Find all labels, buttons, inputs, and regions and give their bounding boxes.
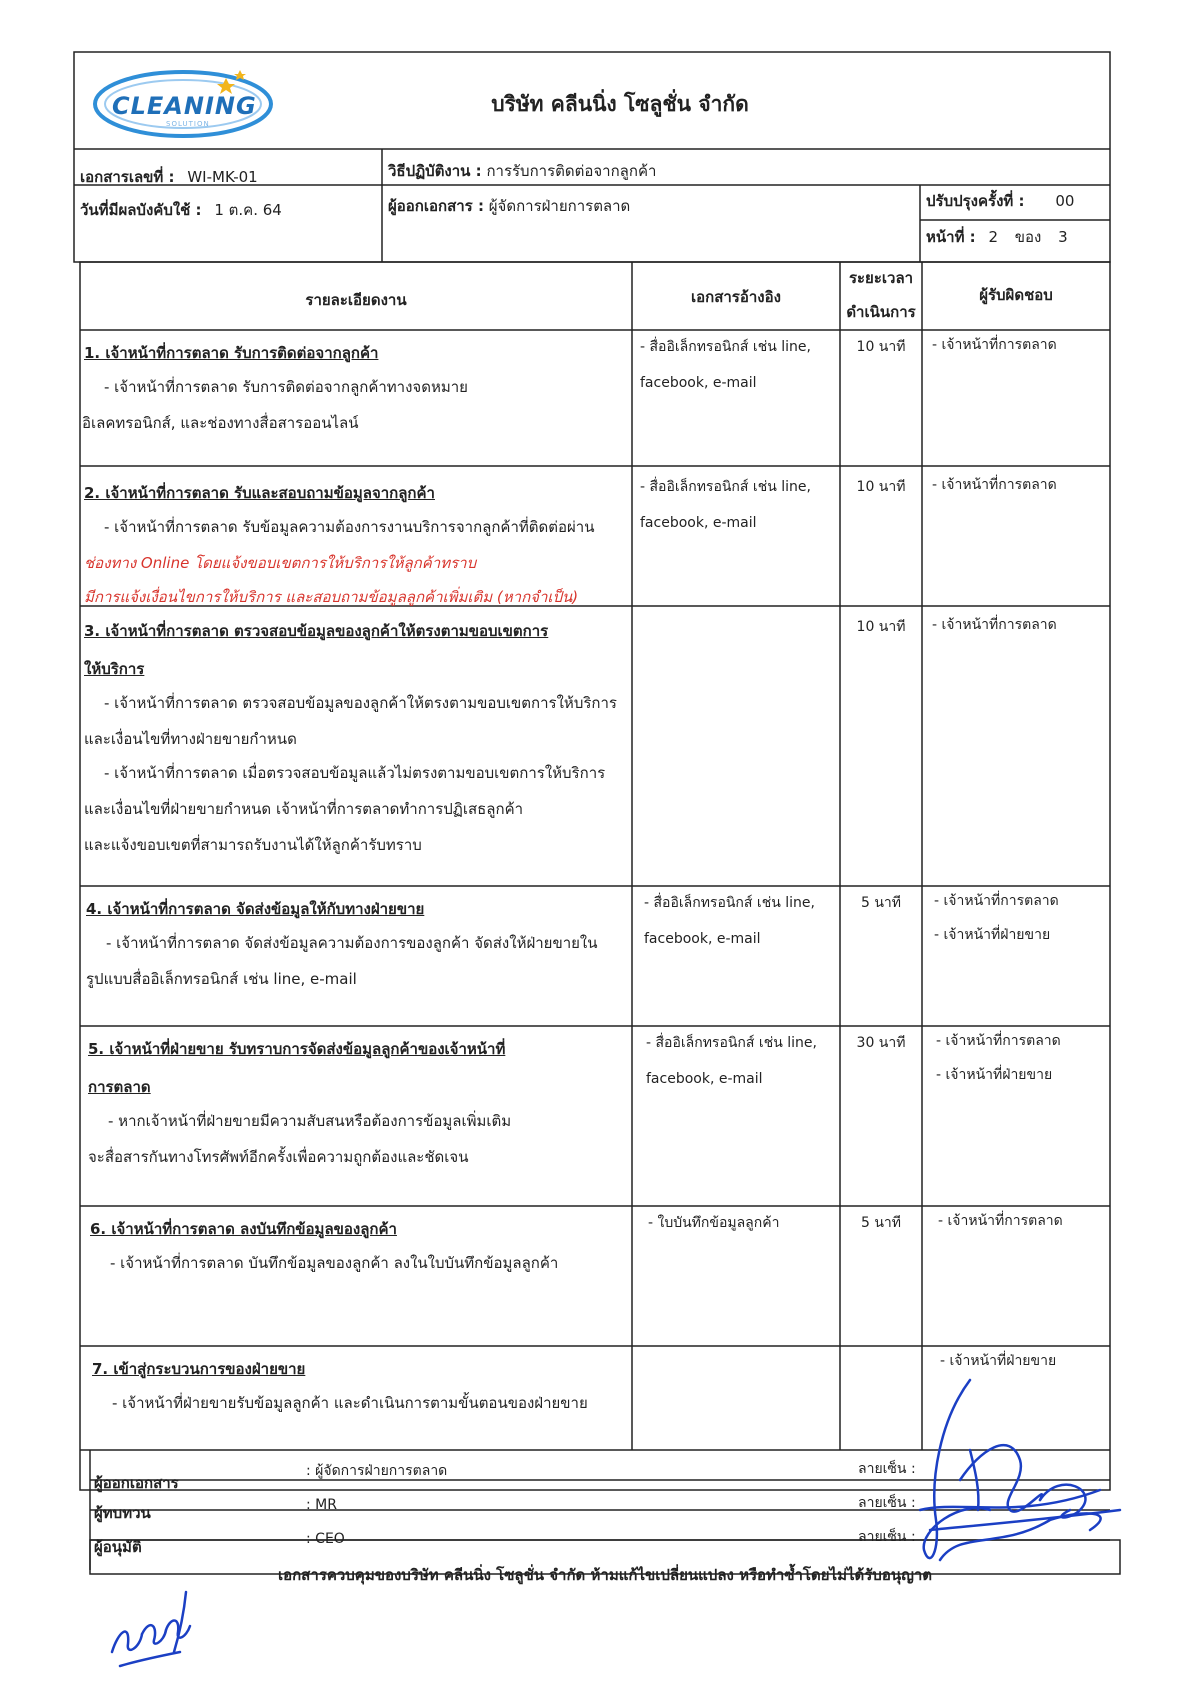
- col-details-header: รายละเอียดงาน: [305, 291, 407, 309]
- step-detail: - เจ้าหน้าที่การตลาด รับการติดต่อจากลูกค้าทางจดหมาย: [104, 378, 468, 396]
- step-reference: facebook, e-mail: [640, 515, 757, 531]
- step-detail: อิเลคทรอนิกส์, และช่องทางสื่อสารออนไลน์: [82, 414, 359, 432]
- approval-value: : CEO: [306, 1531, 345, 1547]
- logo-subtext: SOLUTION: [166, 120, 210, 128]
- step-detail: และแจ้งขอบเขตที่สามารถรับงานได้ให้ลูกค้ารับทราบ: [84, 836, 422, 854]
- step-detail-highlight: ช่องทาง Online โดยแจ้งขอบเขตการให้บริการให้ลูกค้าทราบ: [84, 554, 477, 572]
- step-detail: และเงื่อนไขที่ทางฝ่ายขายกำหนด: [84, 730, 297, 748]
- approval-sign-label: ลายเซ็น :: [858, 1461, 916, 1477]
- initials-signature: [100, 1582, 210, 1672]
- col-duration-header-2: ดำเนินการ: [846, 303, 916, 321]
- page-row: [926, 228, 1068, 246]
- of-label: ของ: [1014, 228, 1042, 246]
- step-duration: 5 นาที: [860, 1215, 902, 1231]
- col-reference-header: เอกสารอ้างอิง: [691, 288, 781, 306]
- step-reference: facebook, e-mail: [646, 1071, 763, 1087]
- approval-label: ผู้อนุมัติ: [94, 1538, 142, 1556]
- step-responsible: - เจ้าหน้าที่การตลาด: [938, 1213, 1063, 1229]
- approver-signature: [900, 1360, 1140, 1620]
- step-title: ให้บริการ: [84, 660, 145, 678]
- step-responsible: - เจ้าหน้าที่ฝ่ายขาย: [936, 1067, 1053, 1083]
- step-responsible: - เจ้าหน้าที่ฝ่ายขาย: [940, 1353, 1057, 1369]
- step-reference: - สื่ออิเล็กทรอนิกส์ เช่น line,: [646, 1035, 817, 1051]
- step-detail: - เจ้าหน้าที่การตลาด รับข้อมูลความต้องการงานบริการจากลูกค้าที่ติดต่อผ่าน: [104, 518, 595, 536]
- step-title: การตลาด: [88, 1078, 151, 1096]
- doc-no-value: WI-MK-01: [187, 168, 258, 186]
- approval-sign-label: ลายเซ็น :: [858, 1529, 916, 1545]
- step-title: 1. เจ้าหน้าที่การตลาด รับการติดต่อจากลูกค้า: [84, 344, 379, 362]
- step-responsible: - เจ้าหน้าที่การตลาด: [932, 337, 1057, 353]
- step-responsible: - เจ้าหน้าที่ฝ่ายขาย: [934, 927, 1051, 943]
- step-detail: - เจ้าหน้าที่ฝ่ายขายรับข้อมูลลูกค้า และดำเนินการตามขั้นตอนของฝ่ายขาย: [112, 1394, 588, 1412]
- revision-value: 00: [1055, 192, 1075, 210]
- company-logo: [88, 64, 278, 142]
- step-reference: - สื่ออิเล็กทรอนิกส์ เช่น line,: [640, 339, 811, 355]
- step-detail: - เจ้าหน้าที่การตลาด จัดส่งข้อมูลความต้องการของลูกค้า จัดส่งให้ฝ่ายขายใน: [106, 934, 598, 952]
- step-detail: - เจ้าหน้าที่การตลาด บันทึกข้อมูลของลูกค้า ลงในใบบันทึกข้อมูลลูกค้า: [110, 1254, 559, 1272]
- procedure-value: การรับการติดต่อจากลูกค้า: [486, 162, 657, 180]
- step-detail: - เจ้าหน้าที่การตลาด เมื่อตรวจสอบข้อมูลแล้วไม่ตรงตามขอบเขตการให้บริการ: [104, 764, 606, 782]
- step-title: 4. เจ้าหน้าที่การตลาด จัดส่งข้อมูลให้กับทางฝ่ายขาย: [86, 900, 425, 918]
- step-reference: facebook, e-mail: [644, 931, 761, 947]
- step-detail: - เจ้าหน้าที่การตลาด ตรวจสอบข้อมูลของลูกค้าให้ตรงตามขอบเขตการให้บริการ: [104, 694, 617, 712]
- step-title: 2. เจ้าหน้าที่การตลาด รับและสอบถามข้อมูลจากลูกค้า: [84, 484, 435, 502]
- step-title: 5. เจ้าหน้าที่ฝ่ายขาย รับทราบการจัดส่งข้อมูลลูกค้าของเจ้าหน้าที่: [88, 1040, 506, 1058]
- step-detail: รูปแบบสื่ออิเล็กทรอนิกส์ เช่น line, e-mail: [86, 970, 357, 988]
- effective-label: วันที่มีผลบังคับใช้ :: [80, 201, 202, 219]
- step-title: 6. เจ้าหน้าที่การตลาด ลงบันทึกข้อมูลของลูกค้า: [90, 1220, 397, 1238]
- step-duration: 5 นาที: [860, 895, 902, 911]
- doc-no-label: เอกสารเลขที่ :: [80, 168, 175, 186]
- step-title: 7. เข้าสู่กระบวนการของฝ่ายขาย: [92, 1360, 306, 1378]
- doc-no-row: [80, 168, 258, 186]
- step-reference: - ใบบันทึกข้อมูลลูกค้า: [648, 1215, 780, 1231]
- revision-label: ปรับปรุงครั้งที่ :: [926, 192, 1025, 210]
- step-responsible: - เจ้าหน้าที่การตลาด: [936, 1033, 1061, 1049]
- step-duration: 30 นาที: [856, 1035, 906, 1051]
- revision-row: [926, 192, 1074, 210]
- col-duration-header-1: ระยะเวลา: [848, 269, 914, 287]
- step-responsible: - เจ้าหน้าที่การตลาด: [932, 617, 1057, 633]
- step-duration: 10 นาที: [856, 619, 906, 635]
- step-responsible: - เจ้าหน้าที่การตลาด: [932, 477, 1057, 493]
- step-detail: - หากเจ้าหน้าที่ฝ่ายขายมีความสับสนหรือต้องการข้อมูลเพิ่มเติม: [108, 1112, 512, 1130]
- step-duration: 10 นาที: [856, 339, 906, 355]
- issuer-row: [388, 197, 630, 215]
- step-responsible: - เจ้าหน้าที่การตลาด: [934, 893, 1059, 909]
- step-reference: - สื่ออิเล็กทรอนิกส์ เช่น line,: [640, 479, 811, 495]
- document-control-footer: เอกสารควบคุมของบริษัท คลีนนิ่ง โซลูชั่น จำกัด ห้ามแก้ไขเปลี่ยนแปลง หรือทำซ้ำโดยไม่ได้รับอนุญาต: [277, 1566, 933, 1584]
- procedure-label: วิธีปฏิบัติงาน :: [388, 162, 482, 180]
- total-pages: 3: [1058, 228, 1068, 246]
- approval-label: ผู้ออกเอกสาร: [94, 1474, 179, 1492]
- page-value: 2: [988, 228, 999, 246]
- step-detail-highlight: มีการแจ้งเงื่อนไขการให้บริการ และสอบถามข้อมูลลูกค้าเพิ่มเติม (หากจำเป็น): [84, 588, 579, 606]
- logo-text: CLEANING: [112, 92, 257, 120]
- effective-value: 1 ต.ค. 64: [214, 201, 282, 219]
- approval-value: : ผู้จัดการฝ่ายการตลาด: [306, 1463, 448, 1479]
- step-detail: และเงื่อนไขที่ฝ่ายขายกำหนด เจ้าหน้าที่การตลาดทำการปฏิเสธลูกค้า: [84, 800, 524, 818]
- procedure-row: [388, 162, 656, 180]
- effective-row: [80, 201, 282, 219]
- approval-value: : MR: [306, 1497, 337, 1513]
- step-duration: 10 นาที: [856, 479, 906, 495]
- company-name: บริษัท คลีนนิ่ง โซลูชั่น จำกัด: [491, 92, 749, 116]
- step-title: 3. เจ้าหน้าที่การตลาด ตรวจสอบข้อมูลของลูกค้าให้ตรงตามขอบเขตการ: [84, 622, 549, 640]
- step-reference: - สื่ออิเล็กทรอนิกส์ เช่น line,: [644, 895, 815, 911]
- approval-sign-label: ลายเซ็น :: [858, 1495, 916, 1511]
- issuer-label: ผู้ออกเอกสาร :: [388, 197, 484, 215]
- page-label: หน้าที่ :: [926, 228, 976, 246]
- step-detail: จะสื่อสารกันทางโทรศัพท์อีกครั้งเพื่อความถูกต้องและชัดเจน: [88, 1148, 469, 1166]
- step-reference: facebook, e-mail: [640, 375, 757, 391]
- approval-label: ผู้ทบทวน: [94, 1504, 151, 1522]
- issuer-value: ผู้จัดการฝ่ายการตลาด: [488, 197, 631, 215]
- col-responsible-header: ผู้รับผิดชอบ: [979, 286, 1053, 304]
